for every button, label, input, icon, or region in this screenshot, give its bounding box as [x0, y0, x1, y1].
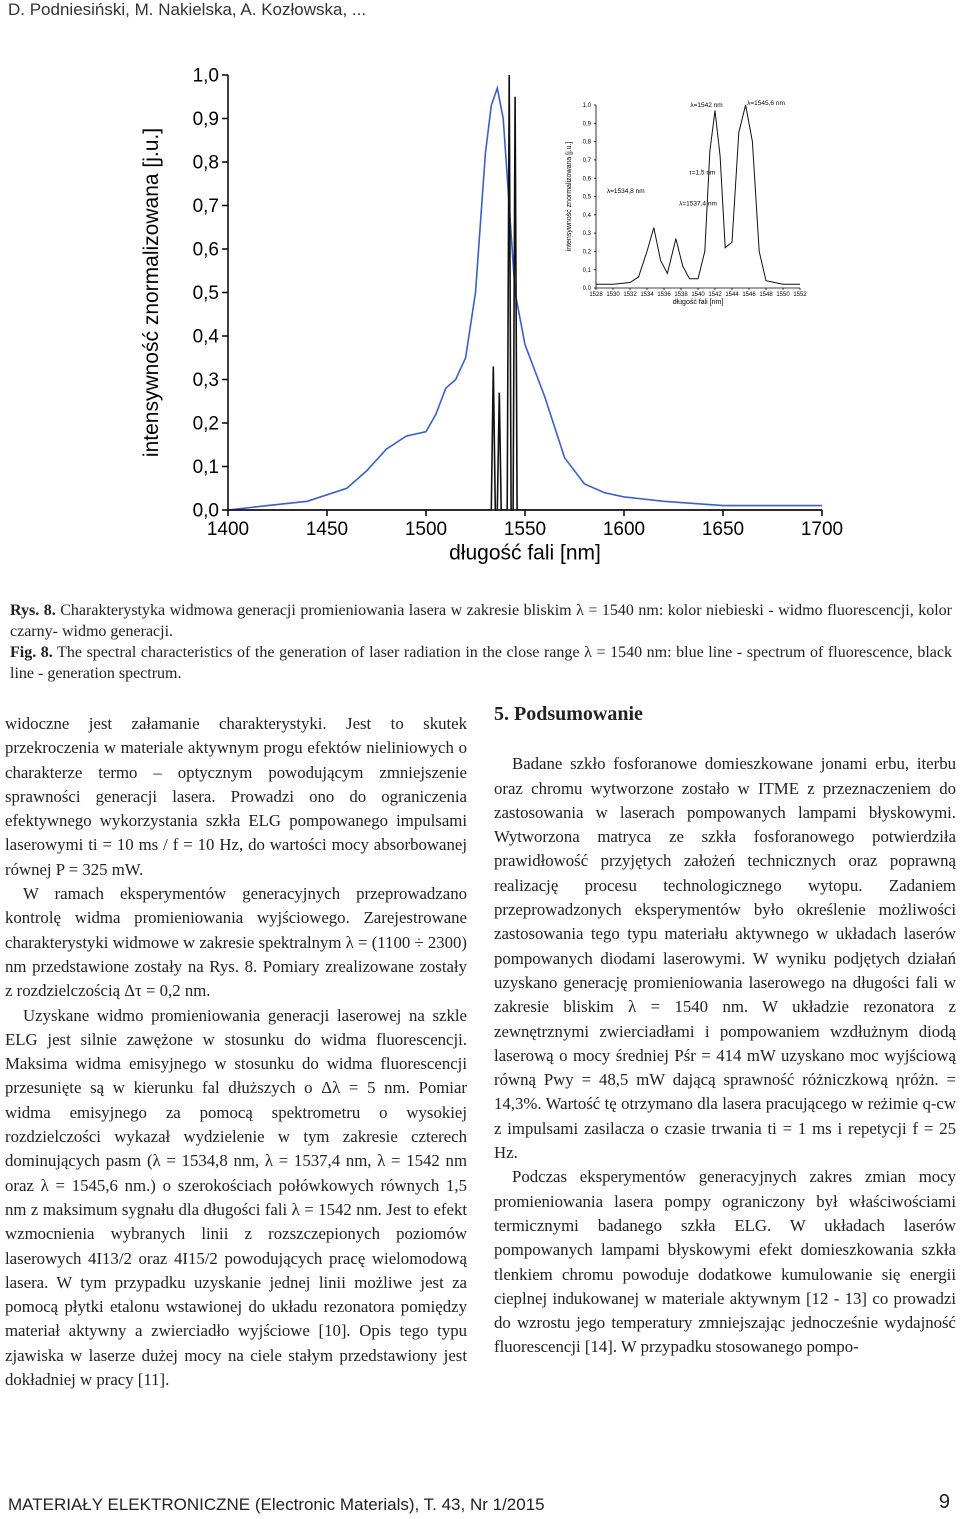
- y-tick-label: 0,9: [582, 121, 591, 128]
- figure-caption-en: [10, 642, 952, 684]
- x-tick-label: 1552: [793, 292, 807, 298]
- x-tick-label: 1530: [606, 292, 620, 298]
- x-tick-label: 1700: [800, 519, 844, 540]
- main-chart: [140, 66, 843, 565]
- figure-caption-pl: [10, 600, 952, 642]
- x-axis-label: długość fali [nm]: [672, 298, 724, 306]
- y-tick-label: 0,7: [582, 158, 591, 164]
- y-tick-label: 1,0: [582, 103, 591, 110]
- x-tick-label: 1542: [708, 292, 722, 298]
- x-tick-label: 1536: [657, 292, 671, 298]
- right-paragraph-1: Badane szkło fosforanowe domieszkowane jonami erbu, iterbu oraz chromu wytworzone zostało w ITME z przeznaczeniem do zastosowania w laserach pompowanych lampami błyskowymi. Wytworzona matryca ze szkła fosforanowego potwierdziła prawidłowość przyjętych założeń technicznych oraz poprawną realizację procesu technologicznego wytopu. Zadaniem przeprowadzonych eksperymentów było określenie możliwości zastosowania tego typu materiału aktywnego w układach laserów pompowanych diodami laserowymi. W wyniku podjętych działań uzyskano generację promieniowania laserowego na długości fali w zakresie bliskim λ = 1540 nm. W układzie rezonatora z zewnętrznymi zwierciadłami i pompowaniem wzdłużnym diodą laserową o mocy średniej Pśr = 414 mW uzyskano moc wyjściową równą Pwy = 48,5 mW dającą sprawność różniczkową ηróżn. = 14,3%. Wartość tę otrzymano dla lasera pracującego w reżimie q-cw z impulsami zasilacza o czasie trwania ti = 1 ms i repetycji f = 25 Hz.: [494, 754, 956, 1163]
- y-tick-label: 0,3: [582, 231, 591, 238]
- x-tick-label: 1450: [305, 519, 349, 540]
- inset-annotation: λ=1534,8 nm: [606, 187, 645, 195]
- x-axis-label: długość fali [nm]: [449, 541, 601, 565]
- page-number: 9: [938, 1491, 950, 1513]
- y-tick-label: 0,0: [192, 500, 219, 522]
- right-column: [494, 700, 956, 1360]
- x-tick-label: 1528: [589, 292, 603, 298]
- y-tick-label: 0,2: [582, 249, 591, 256]
- y-tick-label: 0,5: [192, 283, 219, 305]
- y-tick-label: 0,3: [192, 370, 219, 392]
- x-tick-label: 1540: [691, 292, 705, 298]
- x-tick-label: 1532: [623, 292, 637, 298]
- y-tick-label: 0,5: [582, 194, 591, 201]
- running-header: D. Podniesiński, M. Nakielska, A. Kozłowska, ...: [8, 0, 367, 19]
- caption-label-en: Fig. 8.: [10, 644, 53, 661]
- caption-text-pl: Charakterystyka widmowa generacji promieniowania lasera w zakresie bliskim λ = 1540 nm: kolor niebieski - widmo fluorescencji, kolor czarny- widmo generacji.: [10, 602, 953, 640]
- left-column: [5, 700, 467, 1392]
- y-axis-label: intensywność znormalizowana [j.u.]: [140, 127, 163, 458]
- inset-annotation: λ=1542 nm: [690, 101, 723, 109]
- inset-annotation: τ=1,5 nm: [689, 169, 716, 177]
- series-line-0: [228, 88, 822, 510]
- y-tick-label: 0,4: [582, 212, 591, 219]
- x-tick-label: 1550: [776, 292, 790, 298]
- inset-annotation: λ=1537,4 nm: [679, 200, 717, 208]
- y-tick-label: 0,1: [192, 457, 219, 479]
- x-tick-label: 1650: [701, 519, 745, 540]
- left-paragraph-3: Uzyskane widmo promieniowania generacji laserowej na szkle ELG jest silnie zawężone w stosunku do widma fluorescencji. Maksima widma emisyjnego w stosunku do widma fluorescencji przesunięte są w kierunku fal dłuższych o Δλ = 5 nm. Pomiar widma emisyjnego za pomocą spektrometru o wysokiej rozdzielczości wykazał wydzielenie w tym zakresie czterech dominujących pasm (λ = 1534,8 nm, λ = 1537,4 nm, λ = 1542 nm oraz λ = 1545,6 nm.) o szerokościach połówkowych równych 1,5 nm z maksimum sygnału dla długości fali λ = 1542 nm. Jest to efekt wzmocnienia wybranych linii z rozszczepionych poziomów laserowych 4I13/2 oraz 4I15/2 powodujących pracę wielomodową lasera. W tym przypadku uzyskanie jednej linii możliwe jest za pomocą płytki etalonu wstawionej do układu rezonatora pomiędzy materiał aktywny a zwierciadło wyjściowe [10]. Opis tego typu zjawiska w laserze dużej mocy na ciele stałym przedstawiony jest dokładniej w pracy [11].: [5, 1005, 467, 1390]
- y-tick-label: 0,9: [192, 109, 219, 131]
- section-heading: 5. Podsumowanie: [494, 703, 643, 725]
- y-tick-label: 0,4: [192, 326, 219, 348]
- y-tick-label: 0,1: [582, 267, 591, 274]
- x-tick-label: 1600: [602, 519, 646, 540]
- left-paragraph-1: widoczne jest załamanie charakterystyki. Jest to skutek przekroczenia w materiale aktywnym progu efektów nieliniowych o charakterze termo – optycznym powodującym zmniejszenie sprawności generacji lasera. Prowadzi ono do ograniczenia efektywnego wykorzystania szkła ELG pompowanego impulsami laserowymi ti = 10 ms / f = 10 Hz, do wartości mocy absorbowanej równej P = 325 mW.: [5, 714, 467, 879]
- inset-annotation: λ=1545,6 nm: [747, 100, 785, 107]
- caption-text-en: The spectral characteristics of the generation of laser radiation in the close range λ = 1540 nm: blue line - spectrum of fluorescence, black line - generation spectrum.: [10, 644, 953, 682]
- y-tick-label: 0,6: [192, 239, 219, 261]
- right-paragraph-2: Podczas eksperymentów generacyjnych zakres zmian mocy promieniowania lasera pompy ograniczony był właściwościami termicznymi badanego szkła ELG. W układach laserów pompowanych lampami błyskowymi efekt domieszkowania szkła tlenkiem chromu powoduje dodatkowe kumulowanie się energii cieplnej indukowanej w materiale aktywnym [12 - 13] co prowadzi do wzrostu jego temperatury zmniejszając jednocześnie wydajność fluorescencji [14]. W przypadku stosowanego pompo-: [494, 1167, 956, 1357]
- y-tick-label: 0,6: [582, 176, 591, 183]
- y-tick-label: 0,8: [582, 139, 591, 146]
- x-tick-label: 1544: [725, 292, 739, 298]
- x-tick-label: 1548: [759, 292, 773, 298]
- caption-label-pl: Rys. 8.: [10, 602, 56, 619]
- y-axis-label: intensywność znormalizowana [j.u.]: [566, 141, 573, 252]
- y-tick-label: 0,8: [192, 152, 219, 174]
- y-tick-label: 0,0: [582, 286, 591, 293]
- left-paragraph-2: W ramach eksperymentów generacyjnych przeprowadzano kontrolę widma promieniowania wyjściowego. Zarejestrowane charakterystyki widmowe w zakresie spektralnym λ = (1100 ÷ 2300) nm przedstawione zostały na Rys. 8. Pomiary zrealizowane zostały z rozdzielczością Δτ = 0,2 nm.: [5, 884, 467, 1001]
- y-tick-label: 0,7: [192, 196, 219, 218]
- spectrum-figure: [0, 50, 960, 590]
- journal-footer: MATERIAŁY ELEKTRONICZNE (Electronic Materials), T. 43, Nr 1/2015: [8, 1495, 545, 1514]
- inset-chart: [566, 100, 807, 306]
- x-tick-label: 1538: [674, 292, 688, 298]
- x-tick-label: 1400: [206, 519, 250, 540]
- x-tick-label: 1550: [503, 519, 547, 540]
- y-tick-label: 0,2: [192, 413, 219, 435]
- x-tick-label: 1534: [640, 292, 654, 298]
- y-tick-label: 1,0: [192, 65, 219, 87]
- x-tick-label: 1500: [404, 519, 448, 540]
- x-tick-label: 1546: [742, 292, 756, 298]
